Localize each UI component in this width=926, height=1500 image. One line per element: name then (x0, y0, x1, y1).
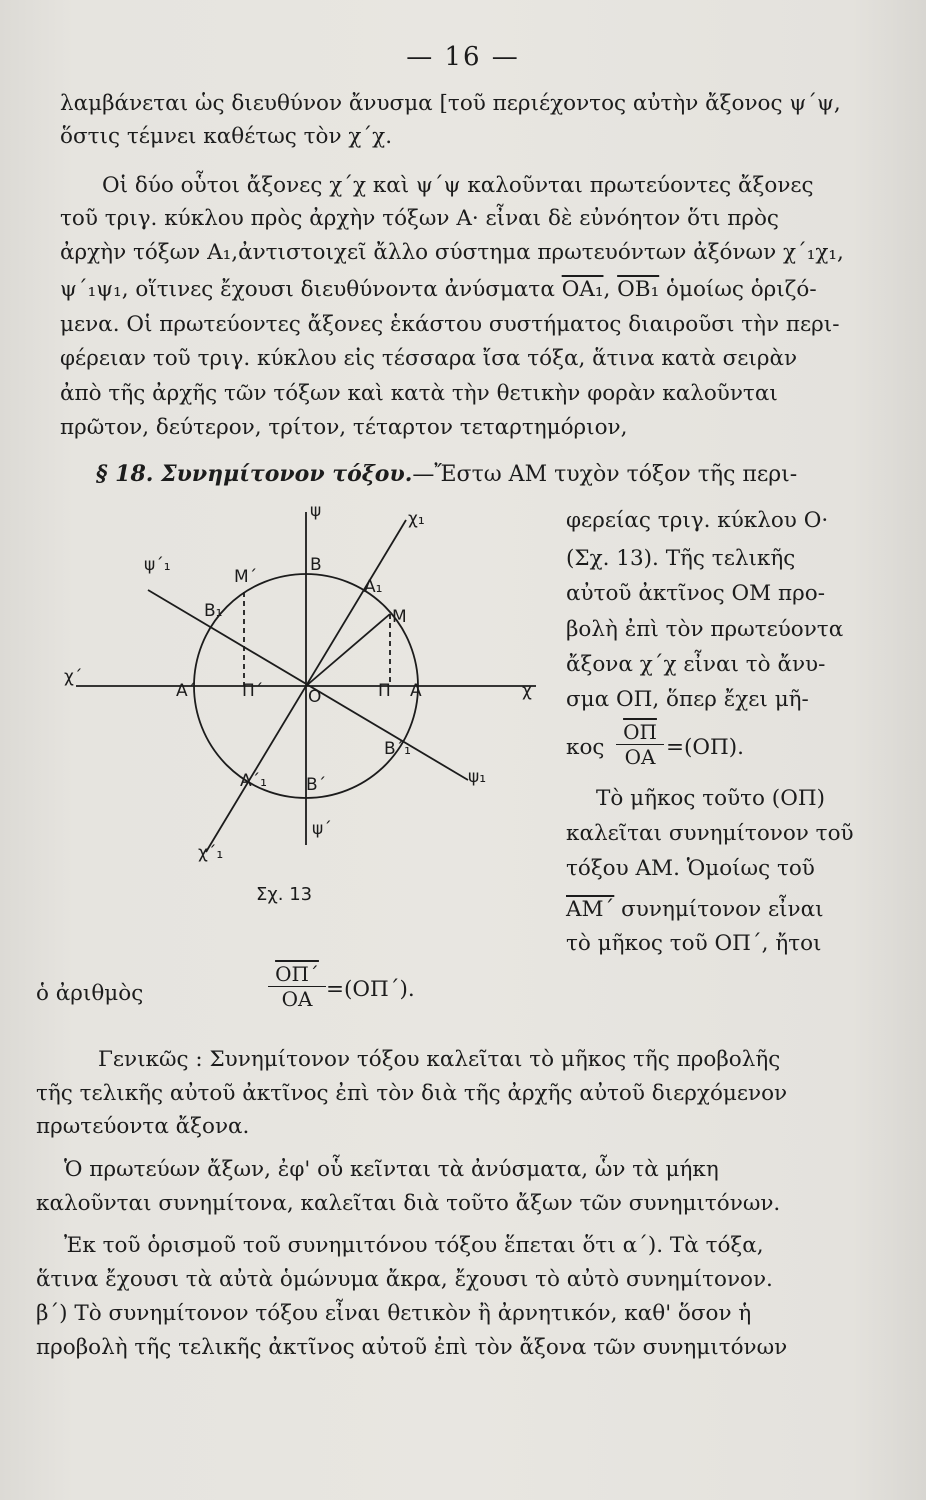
label-b1: Β₁ (204, 601, 223, 621)
radius-om (306, 614, 390, 686)
text-line-6-comma: , (603, 277, 618, 302)
right-line-10: τόξου ΑΜ. Ὁμοίως τοῦ (566, 856, 815, 881)
text-line-4: τοῦ τριγ. κύκλου πρὸς ἀρχὴν τόξων Α· εἶναι δὲ εὐνόητον ὅτι πρὸς (60, 206, 779, 231)
label-b1-prime: Β΄₁ (384, 739, 411, 759)
bottom-line-1: Γενικῶς : Συνημίτονον τόξου καλεῖται τὸ μῆκος τῆς προβολῆς (98, 1047, 781, 1072)
label-a1: Α₁ (364, 577, 383, 597)
right-line-12: τὸ μῆκος τοῦ ΟΠ΄, ἤτοι (566, 931, 822, 956)
page-number: — 16 — (406, 42, 520, 72)
label-o: Ο (308, 687, 322, 707)
label-a1-prime: Α΄₁ (240, 771, 267, 791)
fraction2-denominator: ΟΑ (268, 986, 326, 1011)
fraction-numerator: $\overline{O\Pi}$ (623, 720, 657, 744)
text-line-6-end: ὁμοίως ὁριζό- (659, 277, 817, 302)
text-line-10: πρῶτον, δεύτερον, τρίτον, τέταρτον τεταρτημόριον, (60, 415, 628, 440)
section-heading (96, 460, 797, 489)
label-m-prime: Μ΄ (234, 567, 258, 587)
text-line-7: μενα. Οἱ πρωτεύοντες ἄξονες ἑκάστου συστήματος διαιροῦσι τὴν περι- (60, 312, 840, 337)
text-line-5: ἀρχὴν τόξων Α₁,ἀντιστοιχεῖ ἄλλο σύστημα πρωτευόντων ἀξόνων χ΄₁χ₁, (60, 240, 844, 265)
text-line-1: λαμβάνεται ὡς διευθύνον ἄνυσμα [τοῦ περιέχοντος αὐτὴν ἄξονος ψ΄ψ, (60, 91, 841, 116)
figure-caption: Σχ. 13 (256, 884, 313, 905)
label-b: Β (310, 555, 322, 575)
bottom-line-6: Ἐκ τοῦ ὁρισμοῦ τοῦ συνημιτόνου τόξου ἕπεται ὅτι α΄). Τὰ τόξα, (64, 1233, 764, 1258)
bottom-line-5: καλοῦνται συνημίτονα, καλεῖται διὰ τοῦτο ἄξων τῶν συνημιτόνων. (36, 1191, 781, 1216)
fraction-denominator: ΟΑ (616, 744, 664, 769)
right-line-6: σμα ΟΠ, ὅπερ ἔχει μῆ- (566, 687, 809, 712)
section-rest: —Ἔστω ΑΜ τυχὸν τόξον τῆς περι- (412, 462, 798, 487)
section-title: § 18. Συνημίτονον τόξου. (96, 461, 413, 487)
label-chi1: χ₁ (408, 509, 425, 529)
label-p-prime: Π΄ (242, 681, 264, 701)
right-line-4: βολὴ ἐπὶ τὸν πρωτεύοντα (566, 617, 844, 642)
bottom-line-9: προβολὴ τῆς τελικῆς ἀκτῖνος αὐτοῦ ἐπὶ τὸν ἄξονα τῶν συνημιτόνων (36, 1335, 788, 1360)
label-chi1-prime: χ΄₁ (198, 843, 224, 863)
right-line-11 (566, 896, 824, 924)
arc-am-prime: $\overline{AM΄}$ (566, 897, 615, 922)
fraction2-equals: =(ΟΠ΄). (326, 977, 415, 1002)
label-psi-prime: ψ΄ (312, 819, 332, 839)
label-b-prime: Β΄ (306, 775, 327, 795)
label-a: Α (410, 681, 422, 701)
label-psi: ψ (310, 501, 322, 521)
vector-oa1: ΟΑ₁ (561, 277, 604, 302)
text-line-6 (60, 276, 817, 304)
label-psi1-prime: ψ΄₁ (144, 555, 171, 575)
right-line-11-rest: συνημίτονον εἶναι (614, 897, 824, 922)
text-line-8: φέρειαν τοῦ τριγ. κύκλου εἰς τέσσαρα ἴσα τόξα, ἅτινα κατὰ σειρὰν (60, 346, 798, 371)
label-a-prime: Α΄ (176, 681, 197, 701)
label-psi1: ψ₁ (468, 767, 487, 787)
text-line-3: Οἱ δύο οὗτοι ἄξονες χ΄χ καὶ ψ΄ψ καλοῦνται πρωτεύοντες ἄξονες (102, 173, 814, 198)
right-line-2: (Σχ. 13). Τῆς τελικῆς (566, 546, 796, 571)
text-line-9: ἀπὸ τῆς ἀρχῆς τῶν τόξων καὶ κατὰ τὴν θετικὴν φορὰν καλοῦνται (60, 381, 778, 406)
fraction-equals: =(ΟΠ). (666, 735, 745, 760)
vector-ob1: ΟΒ₁ (617, 277, 660, 302)
arithmos-label: ὁ ἀριθμὸς (36, 981, 144, 1006)
right-line-1: φερείας τριγ. κύκλου Ο· (566, 508, 829, 533)
bottom-line-2: τῆς τελικῆς αὐτοῦ ἀκτῖνος ἐπὶ τὸν διὰ τῆς ἀρχῆς αὐτοῦ διερχόμενον (36, 1081, 788, 1106)
right-line-3: αὐτοῦ ἀκτῖνος ΟΜ προ- (566, 581, 825, 606)
right-line-8: Τὸ μῆκος τοῦτο (ΟΠ) (596, 786, 825, 811)
right-line-9: καλεῖται συνημίτονον τοῦ (566, 821, 854, 846)
bottom-line-3: πρωτεύοντα ἄξονα. (36, 1114, 250, 1139)
right-line-7: κος (566, 735, 605, 760)
label-chi: χ (522, 681, 532, 701)
bottom-line-4: Ὁ πρωτεύων ἄξων, ἐφ' οὗ κεῖνται τὰ ἀνύσματα, ὧν τὰ μήκη (64, 1157, 719, 1182)
label-p: Π (378, 681, 391, 701)
bottom-line-7: ἅτινα ἔχουσι τὰ αὐτὰ ὁμώνυμα ἄκρα, ἔχουσι τὸ αὐτὸ συνημίτονον. (36, 1267, 773, 1292)
figure-13 (56, 490, 556, 910)
text-line-6-start: ψ΄₁ψ₁, οἵτινες ἔχουσι διευθύνοντα ἀνύσματα (60, 277, 562, 302)
text-line-2: ὅστις τέμνει καθέτως τὸν χ΄χ. (60, 124, 393, 149)
bottom-line-8: β΄) Τὸ συνημίτονον τόξου εἶναι θετικὸν ἢ ἀρνητικόν, καθ' ὅσον ἡ (36, 1301, 752, 1326)
fraction-op-oa (616, 720, 664, 769)
label-chi-prime: χ΄ (64, 667, 83, 687)
fraction-op-prime-oa (268, 962, 326, 1011)
label-m: Μ (392, 607, 407, 627)
fraction2-numerator: $\overline{O\Pi΄}$ (275, 962, 319, 986)
right-line-5: ἄξονα χ΄χ εἶναι τὸ ἄνυ- (566, 652, 826, 677)
